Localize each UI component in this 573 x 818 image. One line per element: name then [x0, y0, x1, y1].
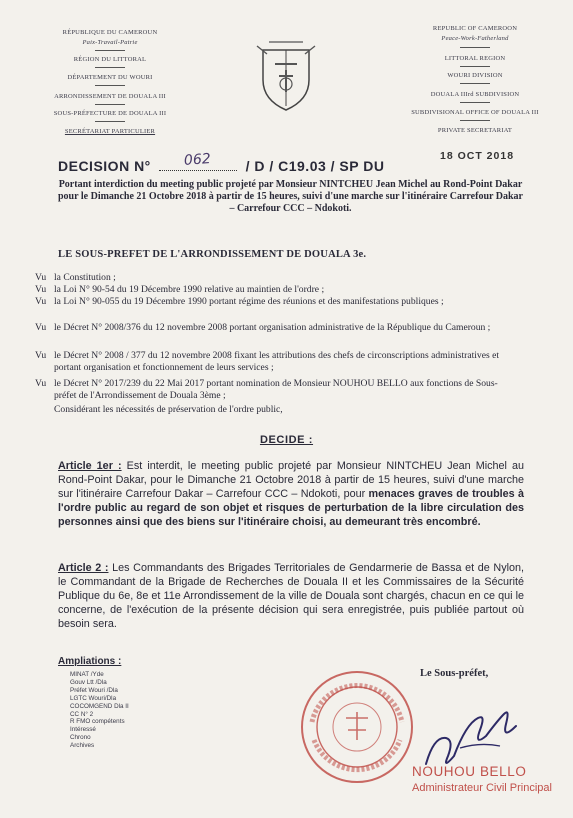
visa-item: Vu le Décret N° 2008/376 du 12 novembre 2008 portant organisation administrative de la République du Cameroun ; [35, 322, 491, 333]
visa-item: Vu le Décret N° 2008 / 377 du 12 novembre 2008 fixant les attributions des chefs de circonscriptions administratives et portant organisation et fonctionnement de leurs services ; [35, 350, 500, 373]
visa-item: Vu la Loi N° 90-54 du 19 Décembre 1990 relative au maintien de l'ordre ; [35, 284, 325, 295]
header-right-line: LITTORAL REGION [444, 55, 506, 62]
header-left-line: SOUS-PRÉFECTURE DE DOUALA III [53, 110, 167, 117]
decision-date-stamp: 18 OCT 2018 [440, 150, 515, 162]
decision-suffix: / D / C19.03 / SP DU [245, 158, 385, 174]
article-1-label: Article 1er : [58, 460, 122, 472]
header-right-line: REPUBLIC OF CAMEROON [432, 25, 518, 32]
ampliation-item: Archives [70, 742, 95, 750]
ampliation-item: Préfet Wouri /Dla [70, 686, 118, 694]
ampliations-list [70, 671, 129, 750]
signer-position: Administrateur Civil Principal [412, 782, 552, 794]
article-1-bold-text: menaces graves de troubles à l'ordre public au regard de son objet et risques de perturbation de la libre circulation des personnes ainsi que des biens sur l'itinéraire choisi, au demeurant très encombré. [58, 488, 524, 528]
visa-item: Vu la Loi N° 90-055 du 19 Décembre 1990 portant régime des réunions et des manifestations publiques ; [35, 296, 444, 307]
ampliation-item: Chrono [70, 734, 91, 742]
header-right-line: DOUALA IIIrd SUBDIVISION [430, 91, 520, 98]
ampliation-item: Intéressé [70, 726, 96, 734]
ampliation-item: LGTC Wouri/Dla [70, 694, 117, 702]
article-1-text: Est interdit, le meeting public projeté par Monsieur NINTCHEU Jean Michel au Rond-Point Dakar, pour le Dimanche 21 Octobre 2018 à partir de 15 heures, suivi d'une marche sur l'itinéraire Carrefour Dakar – Carrefour CCC – Ndokoti, pour [58, 460, 524, 500]
header-left-line: Paix-Travail-Patrie [82, 39, 138, 46]
decide-heading: DECIDE : [259, 434, 314, 446]
header-left-line: ARRONDISSEMENT DE DOUALA III [54, 93, 166, 100]
decision-heading [58, 158, 384, 174]
decision-prefix: DECISION N° [58, 158, 151, 174]
official-seal-stamp [298, 668, 416, 786]
ampliation-item: MINAT /Yde [70, 671, 104, 678]
header-left-line: RÉPUBLIQUE DU CAMEROUN [62, 29, 158, 36]
visa-item: Vu le Décret N° 2017/239 du 22 Mai 2017 portant nomination de Monsieur NOUHOU BELLO aux fonctions de Sous-préfet de l'Arrondissement de Douala 3ème ; [35, 378, 498, 401]
header-right-line: PRIVATE SECRETARIAT [437, 127, 513, 134]
header-right-line: Peace-Work-Fatherland [441, 35, 509, 42]
ampliation-item: CC N° 2 [70, 710, 94, 718]
header-right-line: WOURI DIVISION [447, 72, 503, 79]
decision-number: 062 [183, 151, 212, 169]
article-2 [58, 561, 524, 631]
ampliations-title: Ampliations : [58, 656, 122, 667]
signer-name: NOUHOU BELLO [412, 764, 527, 779]
ampliation-item: Gouv Ltt /Dla [70, 678, 107, 686]
header-left-line: DÉPARTEMENT DU WOURI [67, 74, 153, 81]
visa-item: Considérant les nécessités de préservation de l'ordre public, [54, 404, 283, 415]
coat-of-arms-emblem [255, 40, 317, 112]
authority-title: LE SOUS-PREFET DE L'ARRONDISSEMENT DE DOUALA 3e. [58, 249, 367, 260]
header-right-line: SUBDIVISIONAL OFFICE OF DOUALA III [411, 109, 539, 116]
article-1 [58, 459, 524, 529]
article-2-label: Article 2 : [58, 562, 109, 574]
article-2-text: Les Commandants des Brigades Territoriales de Gendarmerie de Bassa et de Nylon, le Commandant de la Brigade de Recherches de Douala II et les Commissaires de la Sécurité Publique du 6e, 8e et 11e Arrondissement de la ville de Douala sont chargés, chacun en ce qui le concerne, de l'exécution de la présente décision qui sera enregistrée, puis publiée partout où besoin sera. [58, 562, 525, 630]
ampliation-item: COCOMGEND Dla II [70, 702, 129, 710]
header-left-line: SECRÉTARIAT PARTICULIER [64, 128, 156, 135]
header-left-line: RÉGION DU LITTORAL [73, 56, 147, 63]
ampliation-item: R FMO compétents [70, 718, 125, 726]
decision-subject: Portant interdiction du meeting public projeté par Monsieur NINTCHEU Jean Michel au Rond-Point Dakar pour le Dimanche 21 Octobre 2018 à partir de 15 heures, suivi d'une marche sur l'itinéraire Carrefour Dakar – Carrefour CCC – Ndokoti. [58, 179, 523, 214]
visa-item: Vu la Constitution ; [35, 272, 116, 283]
signer-title: Le Sous-préfet, [420, 668, 489, 679]
